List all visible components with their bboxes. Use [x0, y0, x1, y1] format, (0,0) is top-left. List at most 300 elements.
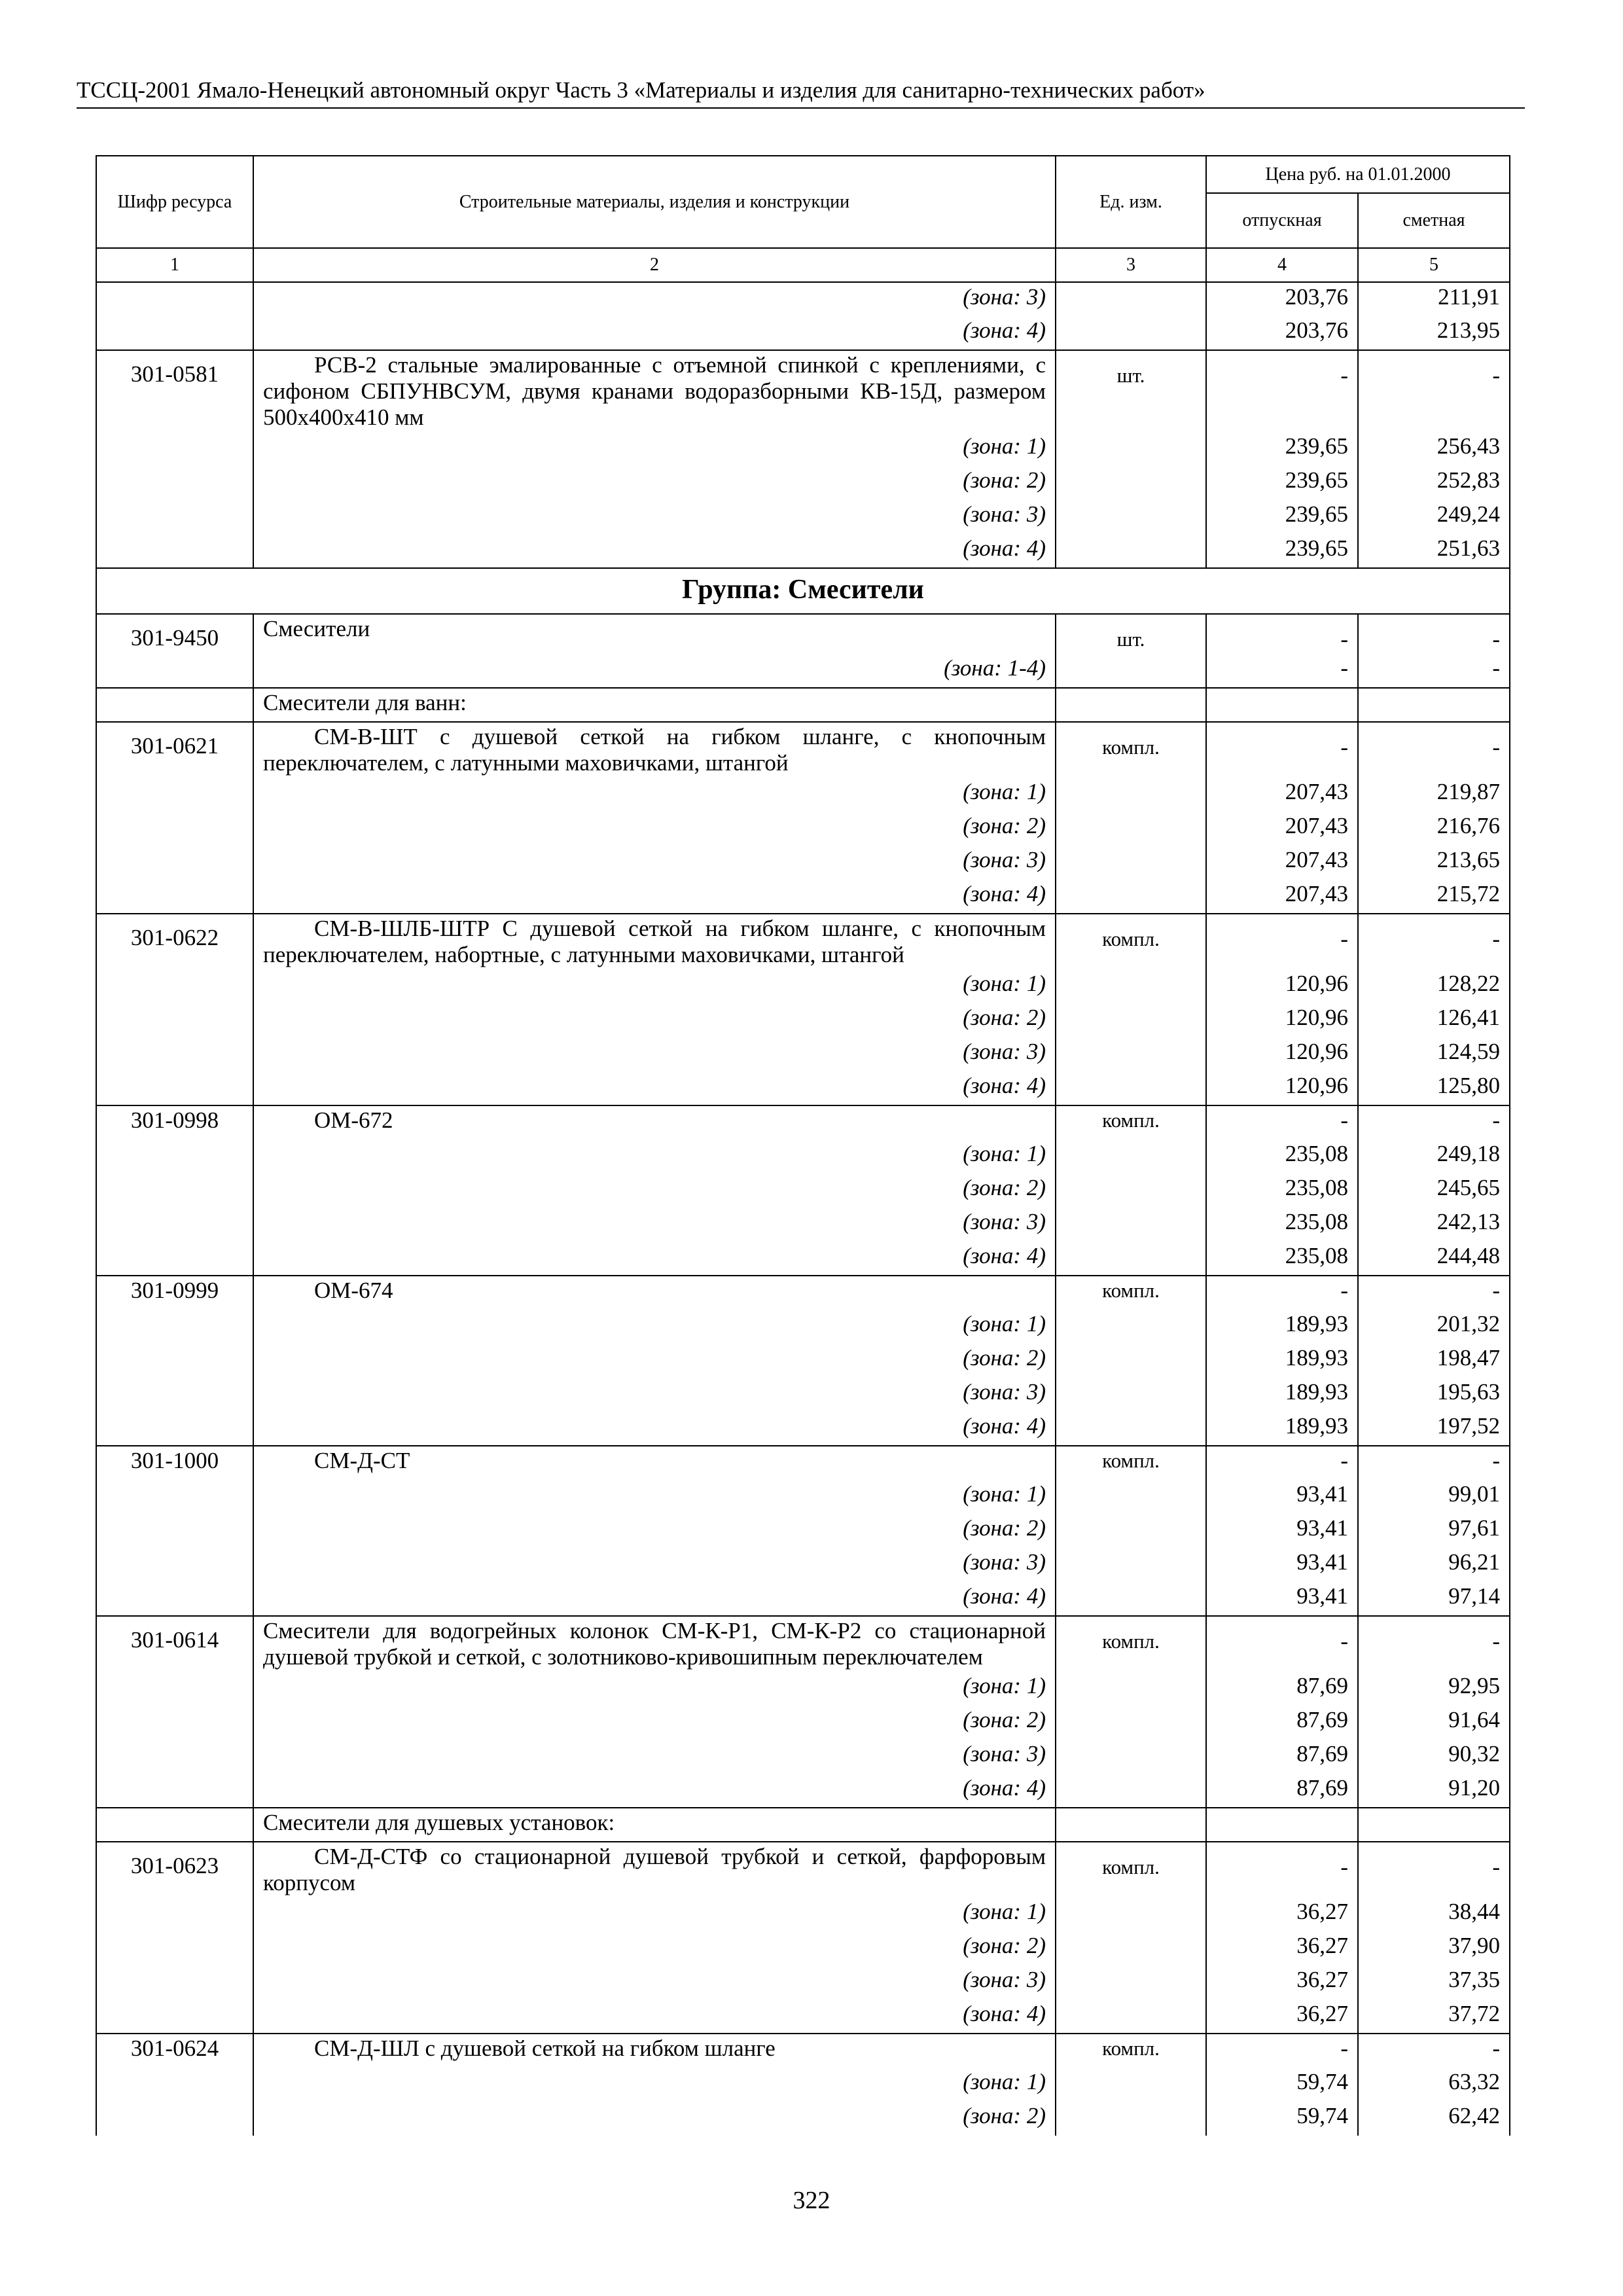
zone-row [96, 1672, 1510, 1706]
unit-cell: шт. [1056, 614, 1206, 654]
release-price-cell: 120,96 [1206, 1037, 1358, 1071]
resource-code: 301-0624 [96, 2034, 253, 2068]
unit-cell [1056, 969, 1206, 1003]
zone-label: (зона: 2) [253, 1174, 1056, 1208]
zone-row [96, 1740, 1510, 1774]
resource-code [96, 1412, 253, 1446]
resource-code [96, 1808, 253, 1842]
estimate-price-cell: 90,32 [1358, 1740, 1510, 1774]
release-price-cell: 36,27 [1206, 1897, 1358, 1931]
group-title: Группа: Смесители [96, 568, 1510, 614]
estimate-price-cell: 197,52 [1358, 1412, 1510, 1446]
estimate-price-cell: - [1358, 2034, 1510, 2068]
header-rule [77, 107, 1525, 109]
zone-label: (зона: 1) [253, 1139, 1056, 1174]
unit-cell [1056, 1706, 1206, 1740]
item-description: ОМ-672 [253, 1105, 1056, 1139]
item-row [96, 1276, 1510, 1310]
estimate-price-cell: 249,18 [1358, 1139, 1510, 1174]
resource-code [96, 654, 253, 688]
resource-code [96, 1582, 253, 1616]
unit-cell [1056, 1897, 1206, 1931]
resource-code [96, 1310, 253, 1344]
release-price-cell: 59,74 [1206, 2102, 1358, 2136]
zone-row [96, 846, 1510, 880]
resource-code [96, 500, 253, 534]
unit-cell [1056, 1548, 1206, 1582]
zone-label: (зона: 2) [253, 1003, 1056, 1037]
release-price-cell: 239,65 [1206, 500, 1358, 534]
zone-label: (зона: 4) [253, 1582, 1056, 1616]
resource-code [96, 466, 253, 500]
item-row [96, 1105, 1510, 1139]
item-description: Смесители для водогрейных колонок СМ-К-Р1, СМ-К-Р2 со стационарной душевой трубкой и сеткой, с золотниково-кривошипным переключателем [253, 1616, 1056, 1672]
estimate-price-cell [1358, 688, 1510, 722]
estimate-price-cell: - [1358, 1842, 1510, 1897]
release-price-cell: 87,69 [1206, 1706, 1358, 1740]
resource-code [96, 688, 253, 722]
price-table [96, 155, 1510, 2136]
unit-cell [1056, 1310, 1206, 1344]
unit-cell [1056, 1242, 1206, 1276]
item-description: ОМ-674 [253, 1276, 1056, 1310]
zone-label: (зона: 4) [253, 1071, 1056, 1105]
zone-row [96, 1774, 1510, 1808]
release-price-cell: 189,93 [1206, 1378, 1358, 1412]
estimate-price-cell: - [1358, 1616, 1510, 1672]
release-price-cell [1206, 688, 1358, 722]
zone-row [96, 1965, 1510, 2000]
release-price-cell: 235,08 [1206, 1174, 1358, 1208]
estimate-price-cell: 201,32 [1358, 1310, 1510, 1344]
zone-label: (зона: 4) [253, 1242, 1056, 1276]
release-price-cell: 207,43 [1206, 880, 1358, 914]
release-price-cell: 87,69 [1206, 1774, 1358, 1808]
resource-code: 301-0622 [96, 914, 253, 969]
unit-cell [1056, 1965, 1206, 2000]
release-price-cell: 189,93 [1206, 1412, 1358, 1446]
resource-code [96, 778, 253, 812]
resource-code [96, 969, 253, 1003]
item-description: СМ-В-ШЛБ-ШТР С душевой сеткой на гибком шланге, с кнопочным переключателем, набортные, с латунными маховичками, штангой [253, 914, 1056, 969]
resource-code [96, 812, 253, 846]
zone-row [96, 1931, 1510, 1965]
estimate-price-cell [1358, 1808, 1510, 1842]
unit-cell [1056, 1582, 1206, 1616]
unit-cell [1056, 1344, 1206, 1378]
zone-row [96, 880, 1510, 914]
estimate-price-cell: 63,32 [1358, 2068, 1510, 2102]
zone-label: (зона: 2) [253, 1514, 1056, 1548]
release-price-cell [1206, 1808, 1358, 1842]
resource-code [96, 846, 253, 880]
unit-cell [1056, 688, 1206, 722]
estimate-price-cell: 99,01 [1358, 1480, 1510, 1514]
zone-row [96, 1378, 1510, 1412]
unit-cell [1056, 846, 1206, 880]
unit-cell: компл. [1056, 1842, 1206, 1897]
unit-cell: компл. [1056, 1616, 1206, 1672]
zone-row [96, 1582, 1510, 1616]
resource-code [96, 1480, 253, 1514]
item-row [96, 722, 1510, 778]
release-price-cell: 120,96 [1206, 1071, 1358, 1105]
estimate-price-cell: 219,87 [1358, 778, 1510, 812]
estimate-price-cell: 124,59 [1358, 1037, 1510, 1071]
unit-cell [1056, 2068, 1206, 2102]
unit-cell [1056, 1071, 1206, 1105]
col-header-unit: Ед. изм. [1056, 156, 1206, 248]
zone-label: (зона: 1) [253, 1672, 1056, 1706]
zone-label: (зона: 3) [253, 1378, 1056, 1412]
unit-cell: компл. [1056, 1276, 1206, 1310]
zone-label: (зона: 4) [253, 534, 1056, 568]
resource-code [96, 2068, 253, 2102]
col-header-release-price: отпускная [1206, 193, 1358, 248]
unit-cell [1056, 1774, 1206, 1808]
release-price-cell: 93,41 [1206, 1514, 1358, 1548]
estimate-price-cell: - [1358, 1105, 1510, 1139]
zone-label: (зона: 4) [253, 316, 1056, 350]
zone-label: (зона: 4) [253, 880, 1056, 914]
col-header-code: Шифр ресурса [96, 156, 253, 248]
subheading-text: Смесители для ванн: [253, 688, 1056, 722]
resource-code [96, 1003, 253, 1037]
unit-cell: компл. [1056, 914, 1206, 969]
zone-row [96, 1548, 1510, 1582]
price-table-wrapper [96, 155, 1509, 2136]
estimate-price-cell: 256,43 [1358, 432, 1510, 466]
zone-label: (зона: 1-4) [253, 654, 1056, 688]
zone-row [96, 778, 1510, 812]
resource-code: 301-9450 [96, 614, 253, 654]
unit-cell [1056, 1003, 1206, 1037]
item-row [96, 2034, 1510, 2068]
item-description: СМ-В-ШТ с душевой сеткой на гибком шланге, с кнопочным переключателем, с латунными маховичками, штангой [253, 722, 1056, 778]
resource-code [96, 316, 253, 350]
zone-row [96, 2000, 1510, 2034]
estimate-price-cell: 213,65 [1358, 846, 1510, 880]
resource-code: 301-0623 [96, 1842, 253, 1897]
zone-row [96, 654, 1510, 688]
release-price-cell: 235,08 [1206, 1208, 1358, 1242]
unit-cell [1056, 316, 1206, 350]
zone-row [96, 1037, 1510, 1071]
resource-code: 301-0999 [96, 1276, 253, 1310]
release-price-cell: - [1206, 1446, 1358, 1480]
zone-row [96, 2102, 1510, 2136]
zone-label: (зона: 2) [253, 1931, 1056, 1965]
resource-code [96, 1208, 253, 1242]
table-header [96, 156, 1510, 282]
release-price-cell: - [1206, 1105, 1358, 1139]
zone-row [96, 1071, 1510, 1105]
unit-cell [1056, 1412, 1206, 1446]
resource-code [96, 1037, 253, 1071]
unit-cell [1056, 500, 1206, 534]
zone-label: (зона: 3) [253, 1037, 1056, 1071]
unit-cell [1056, 880, 1206, 914]
release-price-cell: 239,65 [1206, 534, 1358, 568]
estimate-price-cell: - [1358, 1276, 1510, 1310]
zone-row [96, 500, 1510, 534]
zone-label: (зона: 1) [253, 778, 1056, 812]
unit-cell [1056, 812, 1206, 846]
release-price-cell: - [1206, 1616, 1358, 1672]
resource-code [96, 1706, 253, 1740]
zone-row [96, 1480, 1510, 1514]
estimate-price-cell: 126,41 [1358, 1003, 1510, 1037]
estimate-price-cell: 211,91 [1358, 282, 1510, 316]
estimate-price-cell: - [1358, 1446, 1510, 1480]
release-price-cell: - [1206, 654, 1358, 688]
release-price-cell: - [1206, 2034, 1358, 2068]
estimate-price-cell: 97,14 [1358, 1582, 1510, 1616]
release-price-cell: 36,27 [1206, 1965, 1358, 2000]
unit-cell [1056, 2000, 1206, 2034]
zone-row [96, 1706, 1510, 1740]
zone-row [96, 969, 1510, 1003]
resource-code: 301-0581 [96, 350, 253, 432]
zone-row [96, 316, 1510, 350]
release-price-cell: 93,41 [1206, 1548, 1358, 1582]
release-price-cell: 189,93 [1206, 1310, 1358, 1344]
release-price-cell: 239,65 [1206, 432, 1358, 466]
zone-row [96, 1344, 1510, 1378]
estimate-price-cell: 37,72 [1358, 2000, 1510, 2034]
zone-row [96, 812, 1510, 846]
page-number: 322 [793, 2187, 830, 2214]
zone-label: (зона: 1) [253, 432, 1056, 466]
resource-code [96, 880, 253, 914]
estimate-price-cell: 195,63 [1358, 1378, 1510, 1412]
unit-cell [1056, 1139, 1206, 1174]
zone-label: (зона: 4) [253, 1774, 1056, 1808]
item-description: РСВ-2 стальные эмалированные с отъемной спинкой с креплениями, с сифоном СБПУНВСУМ, двумя кранами водоразборными КВ-15Д, размером 500х400х410 мм [253, 350, 1056, 432]
page-header: ТССЦ-2001 Ямало-Ненецкий автономный округ Часть 3 «Материалы и изделия для санитарно-технических работ» [77, 77, 1205, 103]
item-row [96, 614, 1510, 654]
estimate-price-cell: 213,95 [1358, 316, 1510, 350]
release-price-cell: - [1206, 614, 1358, 654]
zone-label: (зона: 1) [253, 1897, 1056, 1931]
resource-code [96, 2102, 253, 2136]
unit-cell [1056, 1514, 1206, 1548]
zone-label: (зона: 1) [253, 969, 1056, 1003]
table-body [96, 282, 1510, 2136]
release-price-cell: - [1206, 350, 1358, 432]
zone-row [96, 1412, 1510, 1446]
item-row [96, 1842, 1510, 1897]
unit-cell [1056, 1808, 1206, 1842]
zone-row [96, 1003, 1510, 1037]
estimate-price-cell: 215,72 [1358, 880, 1510, 914]
zone-label: (зона: 4) [253, 1412, 1056, 1446]
col-number: 3 [1056, 248, 1206, 282]
col-number: 5 [1358, 248, 1510, 282]
zone-row [96, 1514, 1510, 1548]
release-price-cell: - [1206, 722, 1358, 778]
estimate-price-cell: - [1358, 350, 1510, 432]
estimate-price-cell: 125,80 [1358, 1071, 1510, 1105]
col-header-name: Строительные материалы, изделия и конструкции [253, 156, 1056, 248]
zone-label: (зона: 3) [253, 1548, 1056, 1582]
release-price-cell: 235,08 [1206, 1139, 1358, 1174]
release-price-cell: 207,43 [1206, 778, 1358, 812]
subheading-text: Смесители для душевых установок: [253, 1808, 1056, 1842]
unit-cell [1056, 534, 1206, 568]
release-price-cell: 207,43 [1206, 812, 1358, 846]
col-number: 4 [1206, 248, 1358, 282]
unit-cell [1056, 1037, 1206, 1071]
unit-cell [1056, 1931, 1206, 1965]
release-price-cell: 59,74 [1206, 2068, 1358, 2102]
unit-cell: шт. [1056, 350, 1206, 432]
zone-row [96, 1208, 1510, 1242]
item-description: СМ-Д-СТФ со стационарной душевой трубкой и сеткой, фарфоровым корпусом [253, 1842, 1056, 1897]
estimate-price-cell: 96,21 [1358, 1548, 1510, 1582]
resource-code [96, 1897, 253, 1931]
zone-label: (зона: 4) [253, 2000, 1056, 2034]
resource-code [96, 1514, 253, 1548]
resource-code [96, 1672, 253, 1706]
zone-label: (зона: 3) [253, 500, 1056, 534]
item-row [96, 914, 1510, 969]
estimate-price-cell: 128,22 [1358, 969, 1510, 1003]
estimate-price-cell: 244,48 [1358, 1242, 1510, 1276]
zone-label: (зона: 2) [253, 1344, 1056, 1378]
resource-code [96, 1774, 253, 1808]
resource-code: 301-0998 [96, 1105, 253, 1139]
unit-cell: компл. [1056, 1105, 1206, 1139]
unit-cell [1056, 1174, 1206, 1208]
resource-code [96, 1071, 253, 1105]
zone-row [96, 1139, 1510, 1174]
unit-cell [1056, 1672, 1206, 1706]
resource-code [96, 1931, 253, 1965]
estimate-price-cell: 91,64 [1358, 1706, 1510, 1740]
zone-row [96, 1174, 1510, 1208]
estimate-price-cell: 252,83 [1358, 466, 1510, 500]
unit-cell [1056, 1740, 1206, 1774]
release-price-cell: 87,69 [1206, 1740, 1358, 1774]
resource-code [96, 1965, 253, 2000]
zone-label: (зона: 3) [253, 1965, 1056, 2000]
resource-code [96, 1344, 253, 1378]
estimate-price-cell: 38,44 [1358, 1897, 1510, 1931]
zone-row [96, 2068, 1510, 2102]
estimate-price-cell: 251,63 [1358, 534, 1510, 568]
item-description: Смесители [253, 614, 1056, 654]
release-price-cell: 87,69 [1206, 1672, 1358, 1706]
estimate-price-cell: - [1358, 614, 1510, 654]
estimate-price-cell: - [1358, 722, 1510, 778]
estimate-price-cell: 91,20 [1358, 1774, 1510, 1808]
unit-cell: компл. [1056, 722, 1206, 778]
estimate-price-cell: 242,13 [1358, 1208, 1510, 1242]
estimate-price-cell: 62,42 [1358, 2102, 1510, 2136]
zone-label: (зона: 3) [253, 846, 1056, 880]
zone-label: (зона: 2) [253, 466, 1056, 500]
subheading-row [96, 688, 1510, 722]
zone-label: (зона: 3) [253, 1208, 1056, 1242]
release-price-cell: 120,96 [1206, 1003, 1358, 1037]
resource-code: 301-0621 [96, 722, 253, 778]
resource-code [96, 1378, 253, 1412]
estimate-price-cell: 216,76 [1358, 812, 1510, 846]
estimate-price-cell: 37,35 [1358, 1965, 1510, 2000]
unit-cell [1056, 432, 1206, 466]
unit-cell [1056, 282, 1206, 316]
release-price-cell: - [1206, 1842, 1358, 1897]
release-price-cell: 203,76 [1206, 282, 1358, 316]
release-price-cell: 120,96 [1206, 969, 1358, 1003]
item-description: СМ-Д-СТ [253, 1446, 1056, 1480]
unit-cell [1056, 466, 1206, 500]
subheading-row [96, 1808, 1510, 1842]
estimate-price-cell: - [1358, 654, 1510, 688]
item-row [96, 1616, 1510, 1672]
release-price-cell: 36,27 [1206, 1931, 1358, 1965]
unit-cell [1056, 1378, 1206, 1412]
unit-cell [1056, 1480, 1206, 1514]
estimate-price-cell: 97,61 [1358, 1514, 1510, 1548]
zone-label: (зона: 1) [253, 1310, 1056, 1344]
resource-code [96, 1139, 253, 1174]
release-price-cell: - [1206, 914, 1358, 969]
release-price-cell: 93,41 [1206, 1480, 1358, 1514]
zone-row [96, 466, 1510, 500]
estimate-price-cell: 245,65 [1358, 1174, 1510, 1208]
zone-row [96, 432, 1510, 466]
unit-cell: компл. [1056, 2034, 1206, 2068]
resource-code [96, 1242, 253, 1276]
resource-code: 301-1000 [96, 1446, 253, 1480]
release-price-cell: 239,65 [1206, 466, 1358, 500]
release-price-cell: 235,08 [1206, 1242, 1358, 1276]
zone-label: (зона: 2) [253, 1706, 1056, 1740]
item-description: СМ-Д-ШЛ с душевой сеткой на гибком шланге [253, 2034, 1056, 2068]
estimate-price-cell: 37,90 [1358, 1931, 1510, 1965]
zone-label: (зона: 3) [253, 1740, 1056, 1774]
unit-cell [1056, 654, 1206, 688]
resource-code [96, 1548, 253, 1582]
estimate-price-cell: - [1358, 914, 1510, 969]
zone-label: (зона: 3) [253, 282, 1056, 316]
estimate-price-cell: 92,95 [1358, 1672, 1510, 1706]
release-price-cell: 189,93 [1206, 1344, 1358, 1378]
zone-label: (зона: 1) [253, 1480, 1056, 1514]
resource-code [96, 1174, 253, 1208]
item-row [96, 1446, 1510, 1480]
resource-code: 301-0614 [96, 1616, 253, 1672]
zone-row [96, 282, 1510, 316]
item-row [96, 350, 1510, 432]
resource-code [96, 282, 253, 316]
unit-cell [1056, 2102, 1206, 2136]
unit-cell: компл. [1056, 1446, 1206, 1480]
estimate-price-cell: 249,24 [1358, 500, 1510, 534]
zone-label: (зона: 1) [253, 2068, 1056, 2102]
col-number: 1 [96, 248, 253, 282]
zone-row [96, 1242, 1510, 1276]
col-number: 2 [253, 248, 1056, 282]
group-row [96, 568, 1510, 614]
resource-code [96, 2000, 253, 2034]
resource-code [96, 432, 253, 466]
col-header-estimate-price: сметная [1358, 193, 1510, 248]
release-price-cell: 93,41 [1206, 1582, 1358, 1616]
release-price-cell: 203,76 [1206, 316, 1358, 350]
